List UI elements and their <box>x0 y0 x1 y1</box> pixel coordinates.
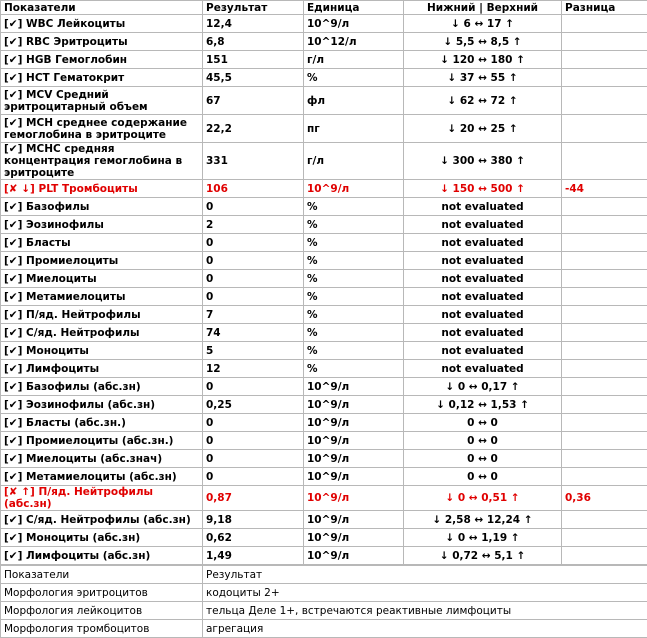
difference-value <box>562 198 647 216</box>
parameter-name: [✔] MCHC средняя концентрация гемоглобина в эритроците <box>1 143 203 180</box>
result-value: 6,8 <box>203 33 304 51</box>
table-row <box>1 414 647 432</box>
result-value: 5 <box>203 342 304 360</box>
reference-range: 0 ↔ 0 <box>404 432 562 450</box>
result-value: 9,18 <box>203 511 304 529</box>
result-value: 45,5 <box>203 69 304 87</box>
reference-range: not evaluated <box>404 198 562 216</box>
reference-range: ↓ 300 ↔ 380 ↑ <box>404 143 562 180</box>
unit-value: фл <box>304 87 404 115</box>
unit-value: 10^9/л <box>304 529 404 547</box>
result-value: 0 <box>203 378 304 396</box>
unit-value: 10^9/л <box>304 547 404 565</box>
parameter-name: [✔] MCV Средний эритроцитарный объем <box>1 87 203 115</box>
unit-value: 10^9/л <box>304 468 404 486</box>
difference-value <box>562 511 647 529</box>
difference-value: 0,36 <box>562 486 647 511</box>
difference-value <box>562 288 647 306</box>
table-row <box>1 450 647 468</box>
parameter-name: [✔] Лимфоциты (абс.зн) <box>1 547 203 565</box>
reference-range: not evaluated <box>404 234 562 252</box>
result-value: 0 <box>203 198 304 216</box>
morphology-result: кодоциты 2+ <box>203 584 647 602</box>
header-unit: Единица <box>304 1 404 15</box>
morphology-header-result: Результат <box>203 566 647 584</box>
table-row <box>1 115 647 143</box>
reference-range: ↓ 0 ↔ 1,19 ↑ <box>404 529 562 547</box>
reference-range: not evaluated <box>404 270 562 288</box>
difference-value <box>562 216 647 234</box>
unit-value: 10^9/л <box>304 396 404 414</box>
table-row <box>1 396 647 414</box>
parameter-name: [✔] Базофилы <box>1 198 203 216</box>
result-value: 0 <box>203 234 304 252</box>
table-row <box>1 378 647 396</box>
difference-value <box>562 69 647 87</box>
result-value: 151 <box>203 51 304 69</box>
parameter-name: [✔] Метамиелоциты <box>1 288 203 306</box>
results-body <box>1 15 647 565</box>
result-value: 0 <box>203 252 304 270</box>
reference-range: ↓ 6 ↔ 17 ↑ <box>404 15 562 33</box>
result-value: 331 <box>203 143 304 180</box>
parameter-name: [✔] Моноциты <box>1 342 203 360</box>
parameter-name: [✔] Эозинофилы (абс.зн) <box>1 396 203 414</box>
unit-value: % <box>304 324 404 342</box>
result-value: 67 <box>203 87 304 115</box>
reference-range: ↓ 37 ↔ 55 ↑ <box>404 69 562 87</box>
parameter-name: [✔] HCT Гематокрит <box>1 69 203 87</box>
difference-value <box>562 432 647 450</box>
morphology-row <box>1 602 647 620</box>
reference-range: not evaluated <box>404 342 562 360</box>
result-value: 0 <box>203 432 304 450</box>
result-value: 0 <box>203 450 304 468</box>
reference-range: ↓ 0,12 ↔ 1,53 ↑ <box>404 396 562 414</box>
reference-range: ↓ 150 ↔ 500 ↑ <box>404 180 562 198</box>
result-value: 106 <box>203 180 304 198</box>
table-row <box>1 69 647 87</box>
reference-range: ↓ 2,58 ↔ 12,24 ↑ <box>404 511 562 529</box>
table-row <box>1 15 647 33</box>
difference-value <box>562 324 647 342</box>
difference-value <box>562 468 647 486</box>
difference-value <box>562 115 647 143</box>
parameter-name: [✔] WBC Лейкоциты <box>1 15 203 33</box>
morphology-header-row <box>1 566 647 584</box>
morphology-result: агрегация <box>203 620 647 638</box>
table-row <box>1 234 647 252</box>
table-row <box>1 51 647 69</box>
result-value: 0 <box>203 468 304 486</box>
morphology-body <box>1 566 647 638</box>
difference-value <box>562 234 647 252</box>
difference-value <box>562 33 647 51</box>
table-row <box>1 33 647 51</box>
difference-value <box>562 143 647 180</box>
table-row <box>1 216 647 234</box>
morphology-row <box>1 620 647 638</box>
morphology-table <box>0 565 647 638</box>
morphology-param: Морфология тромбоцитов <box>1 620 203 638</box>
result-value: 2 <box>203 216 304 234</box>
parameter-name: [✔] Лимфоциты <box>1 360 203 378</box>
parameter-name: [✔] Базофилы (абс.зн) <box>1 378 203 396</box>
difference-value <box>562 360 647 378</box>
reference-range: not evaluated <box>404 324 562 342</box>
result-value: 0 <box>203 288 304 306</box>
difference-value <box>562 51 647 69</box>
parameter-name: [✔] Миелоциты (абс.знач) <box>1 450 203 468</box>
unit-value: г/л <box>304 51 404 69</box>
difference-value <box>562 306 647 324</box>
difference-value <box>562 547 647 565</box>
header-param: Показатели <box>1 1 203 15</box>
parameter-name: [✔] Промиелоциты (абс.зн.) <box>1 432 203 450</box>
unit-value: пг <box>304 115 404 143</box>
result-value: 0 <box>203 414 304 432</box>
unit-value: % <box>304 270 404 288</box>
result-value: 12,4 <box>203 15 304 33</box>
header-diff: Разница <box>562 1 647 15</box>
table-row <box>1 143 647 180</box>
result-value: 1,49 <box>203 547 304 565</box>
table-row <box>1 547 647 565</box>
header-result: Результат <box>203 1 304 15</box>
unit-value: % <box>304 252 404 270</box>
parameter-name: [✔] Метамиелоциты (абс.зн) <box>1 468 203 486</box>
table-row <box>1 198 647 216</box>
parameter-name: [✔] Бласты <box>1 234 203 252</box>
unit-value: 10^9/л <box>304 432 404 450</box>
table-row <box>1 252 647 270</box>
morphology-param: Морфология лейкоцитов <box>1 602 203 620</box>
parameter-name: [✔] Бласты (абс.зн.) <box>1 414 203 432</box>
difference-value <box>562 270 647 288</box>
unit-value: 10^9/л <box>304 15 404 33</box>
table-row <box>1 468 647 486</box>
reference-range: 0 ↔ 0 <box>404 450 562 468</box>
parameter-name: [✔] П/яд. Нейтрофилы <box>1 306 203 324</box>
reference-range: not evaluated <box>404 360 562 378</box>
unit-value: 10^9/л <box>304 486 404 511</box>
unit-value: % <box>304 288 404 306</box>
parameter-name: [✔] Эозинофилы <box>1 216 203 234</box>
result-value: 7 <box>203 306 304 324</box>
parameter-name: [✔] MCH среднее содержание гемоглобина в эритроците <box>1 115 203 143</box>
unit-value: % <box>304 216 404 234</box>
parameter-name: [✔] С/яд. Нейтрофилы (абс.зн) <box>1 511 203 529</box>
table-row <box>1 360 647 378</box>
unit-value: % <box>304 342 404 360</box>
reference-range: 0 ↔ 0 <box>404 468 562 486</box>
unit-value: 10^9/л <box>304 180 404 198</box>
table-row-abnormal <box>1 180 647 198</box>
table-row <box>1 324 647 342</box>
difference-value <box>562 15 647 33</box>
reference-range: not evaluated <box>404 252 562 270</box>
difference-value <box>562 378 647 396</box>
difference-value <box>562 87 647 115</box>
table-row <box>1 511 647 529</box>
parameter-name: [✔] Промиелоциты <box>1 252 203 270</box>
morphology-row <box>1 584 647 602</box>
result-value: 0 <box>203 270 304 288</box>
parameter-name: [✔] Миелоциты <box>1 270 203 288</box>
header-range: Нижний | Верхний <box>404 1 562 15</box>
unit-value: 10^12/л <box>304 33 404 51</box>
parameter-name: [✔] RBC Эритроциты <box>1 33 203 51</box>
unit-value: г/л <box>304 143 404 180</box>
reference-range: ↓ 62 ↔ 72 ↑ <box>404 87 562 115</box>
reference-range: 0 ↔ 0 <box>404 414 562 432</box>
unit-value: % <box>304 198 404 216</box>
reference-range: ↓ 5,5 ↔ 8,5 ↑ <box>404 33 562 51</box>
reference-range: ↓ 20 ↔ 25 ↑ <box>404 115 562 143</box>
parameter-name: [✘ ↑] П/яд. Нейтрофилы (абс.зн) <box>1 486 203 511</box>
result-value: 74 <box>203 324 304 342</box>
reference-range: ↓ 0 ↔ 0,51 ↑ <box>404 486 562 511</box>
reference-range: ↓ 0,72 ↔ 5,1 ↑ <box>404 547 562 565</box>
result-value: 12 <box>203 360 304 378</box>
table-row <box>1 270 647 288</box>
reference-range: ↓ 0 ↔ 0,17 ↑ <box>404 378 562 396</box>
unit-value: 10^9/л <box>304 378 404 396</box>
difference-value <box>562 414 647 432</box>
unit-value: 10^9/л <box>304 414 404 432</box>
table-row-abnormal <box>1 486 647 511</box>
reference-range: not evaluated <box>404 288 562 306</box>
reference-range: not evaluated <box>404 306 562 324</box>
reference-range: ↓ 120 ↔ 180 ↑ <box>404 51 562 69</box>
reference-range: not evaluated <box>404 216 562 234</box>
table-row <box>1 342 647 360</box>
difference-value <box>562 342 647 360</box>
results-header-row <box>1 1 647 15</box>
difference-value <box>562 450 647 468</box>
unit-value: % <box>304 234 404 252</box>
result-value: 22,2 <box>203 115 304 143</box>
morphology-result: тельца Деле 1+, встречаются реактивные лимфоциты <box>203 602 647 620</box>
result-value: 0,62 <box>203 529 304 547</box>
unit-value: % <box>304 360 404 378</box>
morphology-param: Морфология эритроцитов <box>1 584 203 602</box>
parameter-name: [✔] Моноциты (абс.зн) <box>1 529 203 547</box>
parameter-name: [✘ ↓] PLT Тромбоциты <box>1 180 203 198</box>
parameter-name: [✔] HGB Гемоглобин <box>1 51 203 69</box>
difference-value <box>562 529 647 547</box>
difference-value <box>562 252 647 270</box>
difference-value: -44 <box>562 180 647 198</box>
unit-value: % <box>304 306 404 324</box>
table-row <box>1 529 647 547</box>
result-value: 0,25 <box>203 396 304 414</box>
table-row <box>1 288 647 306</box>
table-row <box>1 87 647 115</box>
morphology-header-param: Показатели <box>1 566 203 584</box>
table-row <box>1 306 647 324</box>
unit-value: 10^9/л <box>304 450 404 468</box>
result-value: 0,87 <box>203 486 304 511</box>
parameter-name: [✔] С/яд. Нейтрофилы <box>1 324 203 342</box>
table-row <box>1 432 647 450</box>
unit-value: 10^9/л <box>304 511 404 529</box>
unit-value: % <box>304 69 404 87</box>
difference-value <box>562 396 647 414</box>
